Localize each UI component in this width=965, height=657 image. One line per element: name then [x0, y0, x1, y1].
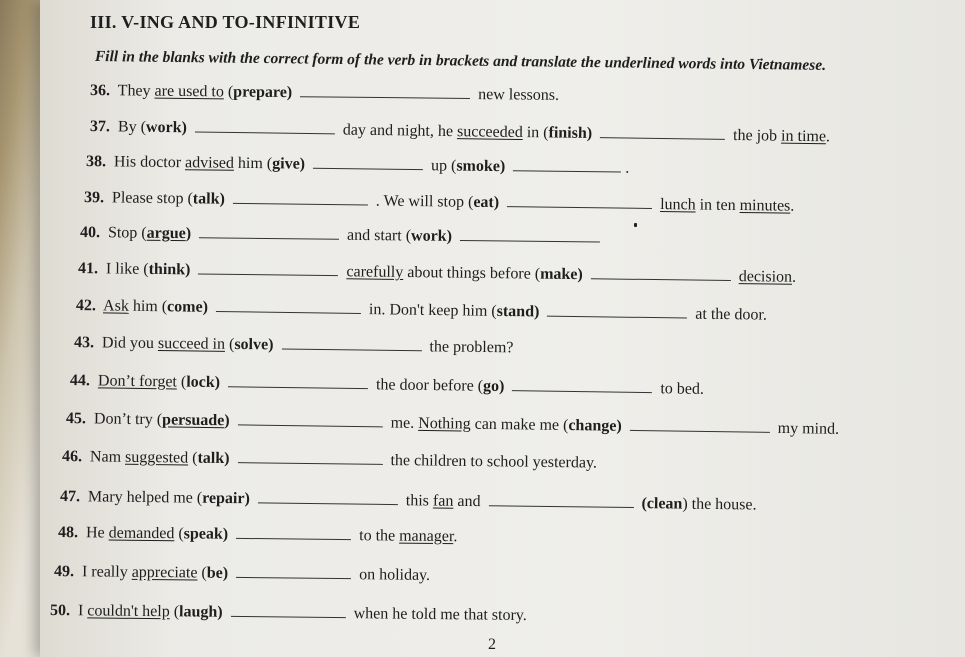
verb-prompt: laugh [178, 603, 218, 621]
question-43: 43. Did you succeed in (solve) the problem? [73, 334, 514, 357]
question-42: 42. Ask him (come) in. Don't keep him (stand) at the door. [75, 297, 768, 324]
underlined-word: succeeded [456, 123, 523, 142]
answer-blank[interactable] [591, 264, 731, 281]
answer-blank[interactable] [300, 82, 470, 99]
verb-prompt: change [568, 417, 617, 435]
underlined-word: couldn't help [87, 602, 170, 621]
verb-prompt: talk [192, 190, 220, 208]
question-48: 48. He demanded (speak) to the manager. [57, 524, 458, 546]
question-41: 41. I like (think) carefully about things before (make) decision. [77, 260, 797, 286]
instruction-text: Fill in the blanks with the correct form of the verb in brackets and translate the underlined words into Vietnamese. [94, 48, 827, 74]
verb-prompt: speak [183, 525, 223, 543]
underlined-word: are used to [154, 82, 224, 101]
underlined-word: Ask [102, 297, 130, 315]
answer-blank[interactable] [460, 226, 600, 242]
answer-blank[interactable] [258, 488, 398, 505]
verb-prompt: make [540, 265, 578, 284]
question-38: 38. His doctor advised him (give) up (smoke) . [85, 153, 630, 177]
question-number: 46. [61, 448, 83, 466]
question-36: 36. They are used to (prepare) new lessons. [89, 82, 560, 104]
answer-blank[interactable] [198, 259, 338, 276]
answer-blank[interactable] [281, 335, 421, 352]
answer-blank[interactable] [216, 297, 361, 314]
answer-blank[interactable] [513, 156, 621, 172]
verb-prompt: think [148, 260, 186, 279]
answer-blank[interactable] [236, 563, 351, 579]
answer-blank[interactable] [488, 491, 633, 508]
underlined-word: manager [399, 527, 454, 546]
answer-blank[interactable] [231, 602, 346, 618]
underlined-word: Don’t forget [97, 372, 178, 391]
question-46: 46. Nam suggested (talk) the children to school yesterday. [61, 448, 598, 472]
question-number: 39. [83, 189, 105, 207]
question-number: 36. [89, 82, 111, 100]
verb-prompt: lock [186, 373, 215, 392]
question-37: 37. By (work) day and night, he succeeded in (finish) the job in time. [89, 118, 831, 146]
answer-blank[interactable] [238, 410, 383, 427]
underlined-word: appreciate [131, 563, 198, 582]
verb-prompt: go [482, 377, 500, 395]
verb-prompt: be [206, 564, 223, 582]
verb-prompt: come [166, 298, 203, 316]
question-47: 47. Mary helped me (repair) this fan and (clean) the house. [59, 488, 757, 514]
verb-prompt: work [145, 118, 182, 137]
underlined-word: carefully [346, 263, 404, 281]
question-number: 41. [77, 260, 99, 278]
ink-dot [634, 223, 637, 227]
question-number: 45. [65, 410, 87, 428]
answer-blank[interactable] [195, 117, 335, 134]
question-number: 44. [69, 372, 91, 390]
underlined-word: Nothing [418, 414, 471, 433]
verb-prompt: clean [646, 495, 683, 513]
answer-blank[interactable] [547, 302, 687, 319]
underlined-word: lunch [660, 196, 696, 214]
answer-blank[interactable] [228, 372, 368, 389]
answer-blank[interactable] [236, 524, 351, 540]
question-number: 37. [89, 118, 111, 136]
answer-blank[interactable] [313, 154, 423, 170]
underlined-word: succeed in [157, 335, 226, 353]
question-50: 50. I couldn't help (laugh) when he told me that story. [49, 602, 527, 624]
verb-prompt: work [410, 227, 447, 245]
question-40: 40. Stop (argue) and start (work) [80, 222, 604, 247]
underlined-word: fan [432, 492, 454, 510]
answer-blank[interactable] [600, 123, 725, 140]
answer-blank[interactable] [507, 192, 652, 209]
question-number: 43. [73, 334, 95, 352]
underlined-word: in time [780, 127, 827, 146]
verb-prompt: talk [197, 449, 225, 467]
question-number: 47. [59, 488, 81, 506]
question-39: 39. Please stop (talk) . We will stop (eat) lunch in ten minutes. [83, 189, 795, 215]
verb-prompt: solve [234, 335, 269, 354]
answer-blank[interactable] [199, 223, 339, 239]
question-number: 40. [79, 224, 101, 242]
answer-blank[interactable] [233, 189, 368, 206]
verb-prompt: smoke [456, 157, 501, 176]
underlined-word: minutes [739, 197, 791, 215]
question-45: 45. Don’t try (persuade) me. Nothing can make me (change) my mind. [65, 410, 840, 438]
verb-prompt: repair [202, 489, 245, 508]
verb-prompt: prepare [233, 83, 287, 102]
underlined-word: suggested [124, 448, 189, 467]
answer-blank[interactable] [630, 416, 770, 433]
answer-blank[interactable] [512, 376, 652, 393]
question-49: 49. I really appreciate (be) on holiday. [53, 563, 431, 584]
question-number: 50. [49, 602, 71, 620]
verb-prompt: eat [473, 193, 494, 212]
underlined-word: decision [738, 268, 793, 286]
question-number: 49. [53, 563, 75, 581]
verb-prompt: argue [146, 224, 186, 243]
verb-prompt: stand [496, 302, 535, 321]
underlined-word: demanded [108, 524, 175, 543]
underlined-word: advised [184, 154, 235, 172]
verb-prompt: finish [548, 124, 587, 142]
question-44: 44. Don’t forget (lock) the door before (go) to bed. [69, 372, 705, 398]
section-title: III. V-ING AND TO-INFINITIVE [90, 12, 361, 32]
verb-prompt: give [272, 155, 300, 173]
verb-prompt: persuade [162, 411, 225, 430]
question-number: 38. [85, 153, 107, 171]
question-number: 48. [57, 524, 79, 542]
page-number: 2 [488, 636, 496, 653]
answer-blank[interactable] [237, 448, 382, 465]
question-number: 42. [75, 297, 97, 315]
